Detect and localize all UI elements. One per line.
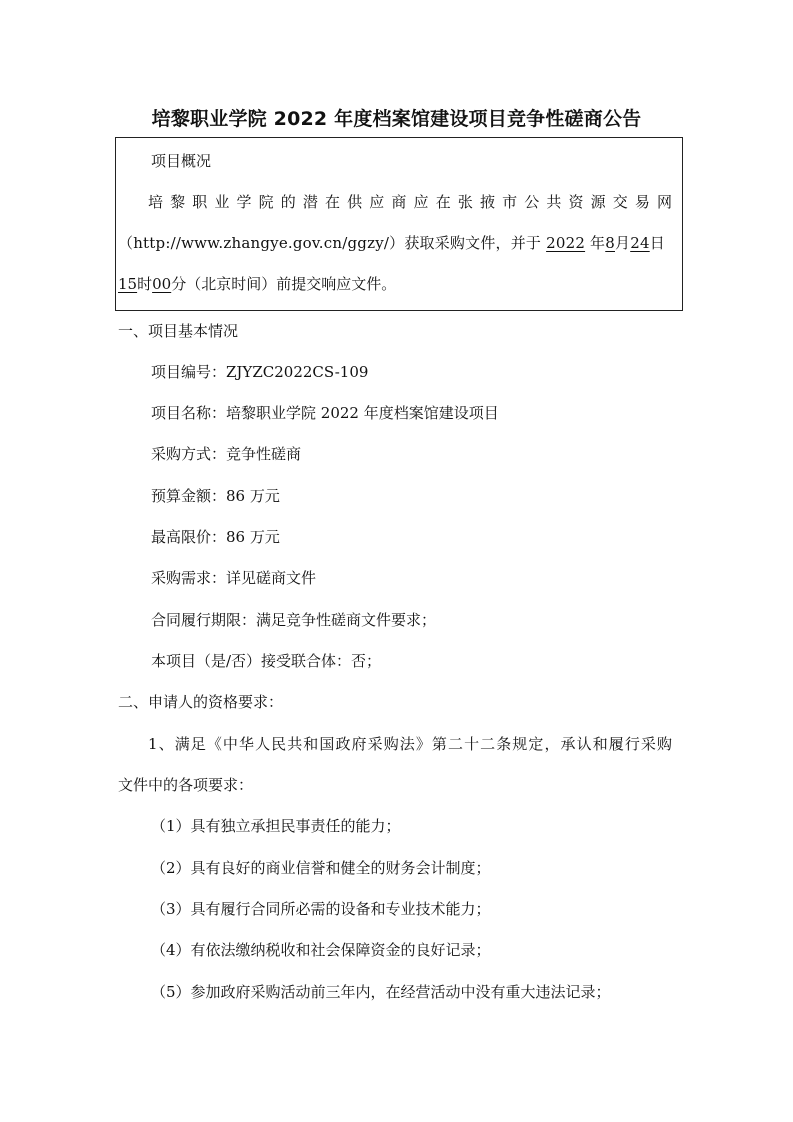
subrequirement-2: （2）具有良好的商业信誉和健全的财务会计制度； <box>151 859 491 877</box>
deadline-month: 8 <box>605 234 615 252</box>
procurement-requirements: 采购需求：详见磋商文件 <box>151 569 317 587</box>
project-name: 项目名称：培黎职业学院 2022 年度档案馆建设项目 <box>151 404 499 422</box>
subrequirement-5: （5）参加政府采购活动前三年内，在经营活动中没有重大违法记录； <box>151 983 611 1001</box>
requirement-1-line-2: 文件中的各项要求： <box>118 776 254 794</box>
requirement-1-line-1: 1、满足《中华人民共和国政府采购法》第二十二条规定，承认和履行采购 <box>148 735 672 753</box>
overview-line-3-rest: 分（北京时间）前提交响应文件。 <box>171 275 397 293</box>
subrequirement-1: （1）具有独立承担民事责任的能力； <box>151 817 401 835</box>
deadline-day: 24 <box>630 234 650 252</box>
section-2-heading: 二、申请人的资格要求： <box>118 693 284 711</box>
document-title: 培黎职业学院 2022 年度档案馆建设项目竞争性磋商公告 <box>151 108 642 130</box>
project-number: 项目编号：ZJYZC2022CS-109 <box>151 363 369 381</box>
deadline-year: 2022 <box>546 234 586 252</box>
overview-line-2 <box>118 233 665 253</box>
deadline-minute: 00 <box>152 275 172 293</box>
deadline-hour-suffix: 时 <box>137 275 153 293</box>
deadline-year-suffix: 年 <box>590 234 606 252</box>
consortium-acceptance: 本项目（是/否）接受联合体：否； <box>151 652 382 670</box>
overview-line-3 <box>118 274 396 294</box>
contract-period: 合同履行期限：满足竞争性磋商文件要求； <box>151 611 437 629</box>
overview-heading: 项目概况 <box>151 152 212 170</box>
deadline-hour: 15 <box>118 275 138 293</box>
overview-line-2-text: （http://www.zhangye.gov.cn/ggzy/）获取采购文件，并于 <box>118 234 542 252</box>
budget-amount: 预算金额：86 万元 <box>151 487 280 505</box>
deadline-day-suffix: 日 <box>649 234 665 252</box>
subrequirement-4: （4）有依法缴纳税收和社会保障资金的良好记录； <box>151 941 491 959</box>
overview-line-1: 培黎职业学院的潜在供应商应在张掖市公共资源交易网 <box>148 193 672 211</box>
subrequirement-3: （3）具有履行合同所必需的设备和专业技术能力； <box>151 900 491 918</box>
procurement-method: 采购方式：竞争性磋商 <box>151 445 302 463</box>
deadline-month-suffix: 月 <box>615 234 631 252</box>
price-cap: 最高限价：86 万元 <box>151 528 280 546</box>
section-1-heading: 一、项目基本情况 <box>118 322 239 340</box>
